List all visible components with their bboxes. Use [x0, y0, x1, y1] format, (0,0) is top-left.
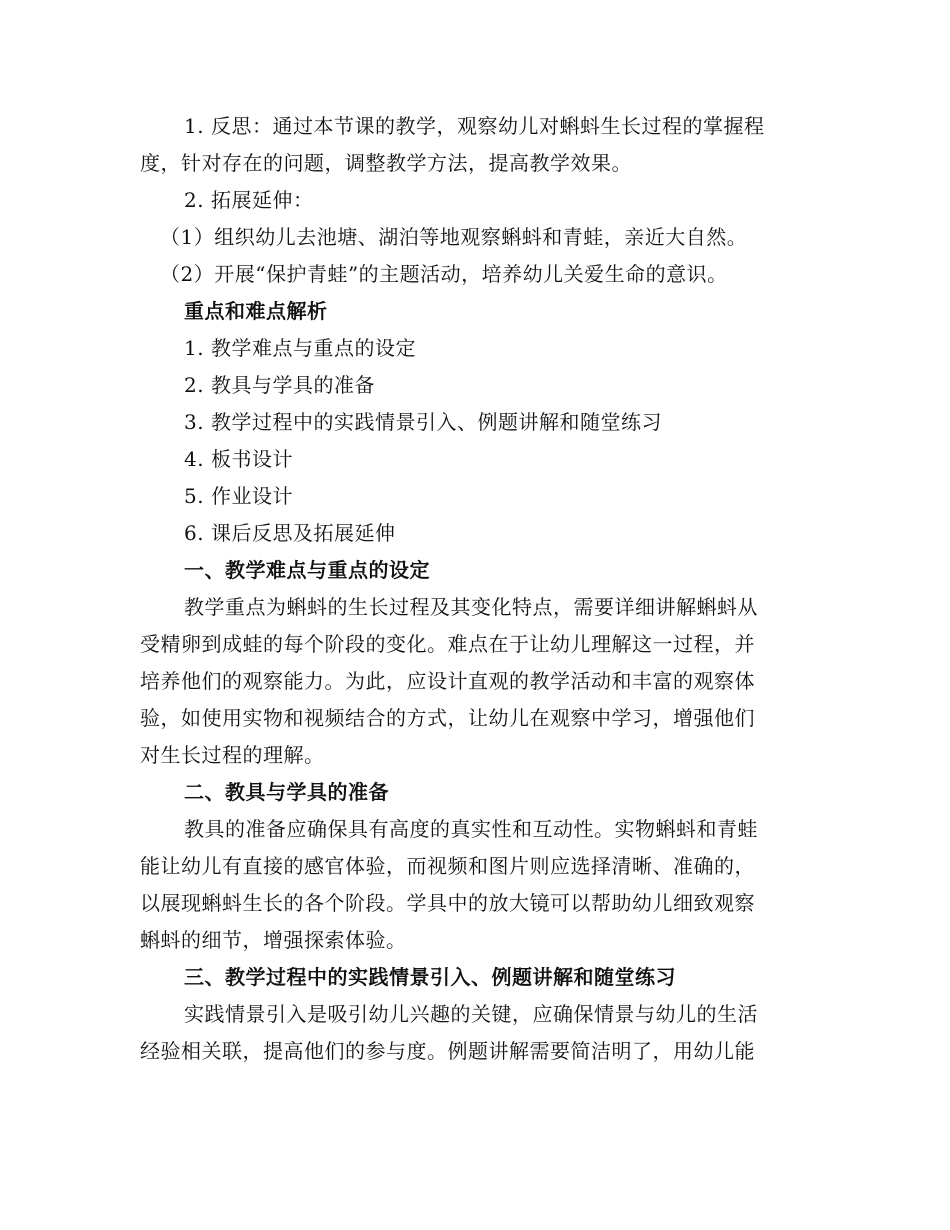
extension-subitem-1: （1）组织幼儿去池塘、湖泊等地观察蝌蚪和青蛙，亲近大自然。	[160, 225, 748, 249]
paragraph-line: 经验相关联，提高他们的参与度。例题讲解需要简洁明了，用幼儿能	[140, 1039, 755, 1063]
list-item: 5. 作业设计	[184, 484, 293, 508]
list-item: 2. 教具与学具的准备	[184, 373, 375, 397]
paragraph-line: 蝌蚪的细节，增强探索体验。	[140, 928, 407, 952]
paragraph-line: 教学重点为蝌蚪的生长过程及其变化特点，需要详细讲解蝌蚪从	[184, 595, 758, 619]
section-heading-3: 三、教学过程中的实践情景引入、例题讲解和随堂练习	[184, 965, 676, 989]
paragraph-line: 以展现蝌蚪生长的各个阶段。学具中的放大镜可以帮助幼儿细致观察	[140, 891, 755, 915]
paragraph-line: 培养他们的观察能力。为此，应设计直观的教学活动和丰富的观察体	[140, 669, 755, 693]
extension-subitem-2: （2）开展“保护青蛙”的主题活动，培养幼儿关爱生命的意识。	[160, 262, 728, 286]
reflection-item-line-1: 1. 反思：通过本节课的教学，观察幼儿对蝌蚪生长过程的掌握程	[184, 114, 765, 138]
list-item: 6. 课后反思及拓展延伸	[184, 521, 396, 545]
extension-item-label: 2. 拓展延伸：	[184, 188, 314, 212]
reflection-item-line-2: 度，针对存在的问题，调整教学方法，提高教学效果。	[140, 151, 632, 175]
section-heading-2: 二、教具与学具的准备	[184, 780, 389, 804]
section-heading-1: 一、教学难点与重点的设定	[184, 558, 430, 582]
list-item: 4. 板书设计	[184, 447, 293, 471]
paragraph-line: 能让幼儿有直接的感官体验，而视频和图片则应选择清晰、准确的，	[140, 854, 755, 878]
list-item: 3. 教学过程中的实践情景引入、例题讲解和随堂练习	[184, 410, 662, 434]
paragraph-line: 对生长过程的理解。	[140, 743, 325, 767]
paragraph-line: 验，如使用实物和视频结合的方式，让幼儿在观察中学习，增强他们	[140, 706, 755, 730]
section-heading-key-points: 重点和难点解析	[184, 299, 328, 323]
paragraph-line: 实践情景引入是吸引幼儿兴趣的关键，应确保情景与幼儿的生活	[184, 1002, 758, 1026]
list-item: 1. 教学难点与重点的设定	[184, 336, 416, 360]
paragraph-line: 受精卵到成蛙的每个阶段的变化。难点在于让幼儿理解这一过程，并	[140, 632, 755, 656]
paragraph-line: 教具的准备应确保具有高度的真实性和互动性。实物蝌蚪和青蛙	[184, 817, 758, 841]
